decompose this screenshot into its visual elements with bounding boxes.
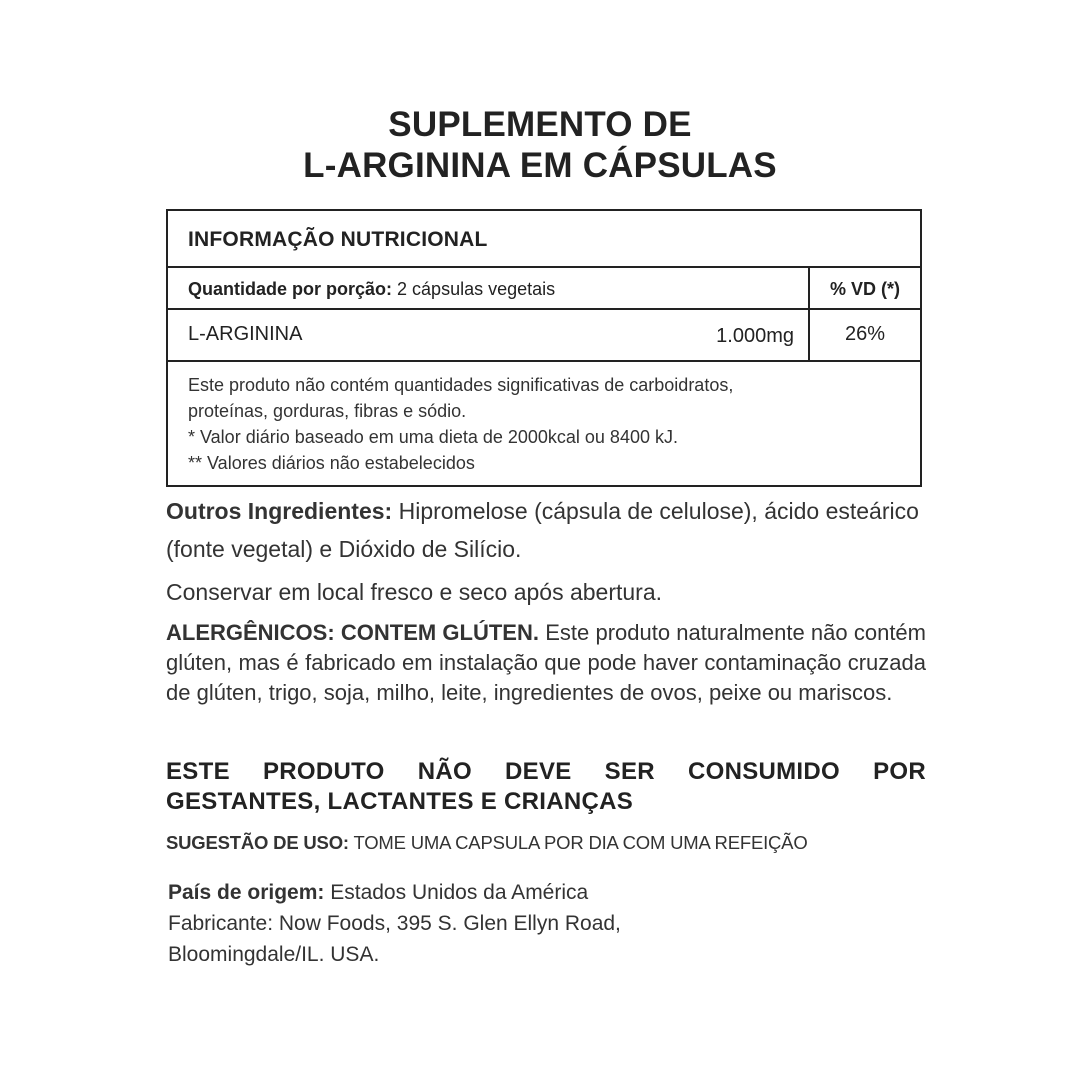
product-title xyxy=(0,104,1080,186)
allergens xyxy=(166,618,926,708)
ingredients-label: Outros Ingredientes: xyxy=(166,498,393,524)
note-line: ** Valores diários não estabelecidos xyxy=(188,453,475,473)
manufacturer-line-2: Bloomingdale/IL. USA. xyxy=(168,943,380,966)
manufacturer-line-1: Fabricante: Now Foods, 395 S. Glen Ellyn Road, xyxy=(168,912,621,935)
title-line-2: L-ARGININA EM CÁPSULAS xyxy=(303,146,777,185)
title-line-1: SUPLEMENTO DE xyxy=(388,105,692,144)
origin-label: País de origem: xyxy=(168,881,325,904)
serving-row xyxy=(168,268,920,310)
table-notes xyxy=(168,362,920,476)
nutrient-row xyxy=(168,310,920,362)
other-ingredients xyxy=(166,492,926,568)
origin-info xyxy=(168,877,928,970)
consumption-warning: ESTE PRODUTO NÃO DEVE SER CONSUMIDO POR GESTANTES, LACTANTES E CRIANÇAS xyxy=(166,758,926,815)
serving-cell xyxy=(168,268,810,308)
origin-country: Estados Unidos da América xyxy=(330,881,589,904)
vd-header: % VD (*) xyxy=(829,279,900,299)
note-line: proteínas, gorduras, fibras e sódio. xyxy=(188,401,467,421)
nutrient-cell xyxy=(168,310,810,360)
nutrient-amount: 1.000mg xyxy=(716,325,794,347)
usage-text: TOME UMA CAPSULA POR DIA COM UMA REFEIÇÃO xyxy=(353,832,808,853)
usage-suggestion xyxy=(166,828,926,858)
allergens-text: Este produto naturalmente não contém glúten, mas é fabricado em instalação que pode haver contaminação cruzada de glúten, trigo, soja, milho, leite, ingredientes de ovos, peixe ou mariscos. xyxy=(166,620,926,705)
nutrition-table-header: INFORMAÇÃO NUTRICIONAL xyxy=(168,211,920,268)
nutrient-vd: 26% xyxy=(844,323,886,345)
serving-value: 2 cápsulas vegetais xyxy=(397,279,556,299)
serving-label: Quantidade por porção: xyxy=(188,279,393,299)
usage-label: SUGESTÃO DE USO: xyxy=(166,832,349,853)
nutrient-name: L-ARGININA xyxy=(188,323,303,345)
note-line: Este produto não contém quantidades significativas de carboidratos, xyxy=(188,375,734,395)
storage-instructions: Conservar em local fresco e seco após abertura. xyxy=(166,579,663,605)
ingredients-text: Hipromelose (cápsula de celulose), ácido esteárico (fonte vegetal) e Dióxido de Silício. xyxy=(166,498,919,562)
allergens-label: ALERGÊNICOS: CONTEM GLÚTEN. xyxy=(166,620,539,645)
note-line: * Valor diário baseado em uma dieta de 2000kcal ou 8400 kJ. xyxy=(188,427,678,447)
nutrition-table xyxy=(166,209,922,487)
origin-line xyxy=(168,877,928,908)
